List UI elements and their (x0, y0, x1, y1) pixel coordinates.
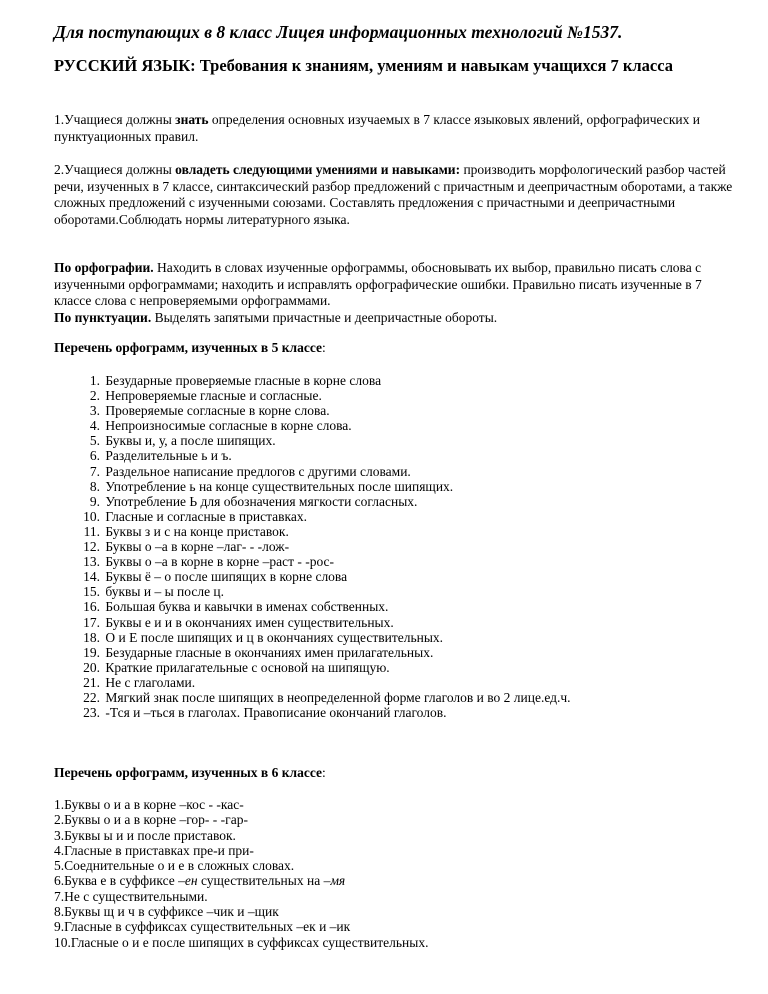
list6-item-part: существительных на (197, 873, 324, 889)
list5-item-number: 4. (89, 418, 100, 434)
list5-item-number: 14. (83, 569, 100, 585)
list5-item (54, 373, 571, 388)
list5-item-number: 7. (89, 463, 100, 479)
list5-item-number: 19. (83, 644, 100, 660)
list5-item-number: 17. (83, 614, 100, 630)
list5-item-number: 2. (89, 388, 100, 404)
list5-item-text: Употребление Ь для обозначения мягкости согласных. (102, 493, 418, 509)
list5-item-text: Употребление ь на конце существительных после шипящих. (102, 478, 454, 494)
list5-heading-text: Перечень орфограмм, изученных в 5 классе (54, 340, 322, 355)
list5-item-text: Не с глаголами. (102, 674, 196, 690)
list5-item (54, 645, 571, 660)
list5-item-number: 10. (83, 508, 100, 524)
punctuation-text: Выделять запятыми причастные и деепричастные обороты. (151, 309, 498, 325)
list5-item (54, 494, 571, 509)
list5-item (54, 388, 571, 403)
list6-item-part: –мя (323, 873, 346, 889)
list5-item-text: Буквы о –а в корне в корне –раст - -рос- (102, 554, 335, 570)
list6-heading: Перечень орфограмм, изученных в 6 классе: (54, 765, 326, 780)
list5-item (54, 584, 571, 599)
orthography-text: Находить в словах изученные орфограммы, обосновывать их выбор, правильно писать слова с изученными орфограммами; находить и исправлять орфографические ошибки. Правильно писать изученные в 7 классе слова с непроверяемыми орфограммами. (54, 260, 702, 308)
list5-item-text: буквы и – ы после ц. (102, 584, 225, 600)
list5-item (54, 705, 571, 720)
list6-item: 7.Не с существительными. (54, 888, 208, 904)
list6-item-part: –ен (178, 873, 198, 889)
list5-item-text: Краткие прилагательные с основой на шипящую. (102, 659, 390, 675)
list5-item-text: Мягкий знак после шипящих в неопределенной форме глаголов и во 2 лице.ед.ч. (102, 689, 571, 705)
list5-item-number: 13. (83, 554, 100, 570)
list6-item: 10.Гласные о и е после шипящих в суффиксах существительных. (54, 934, 429, 950)
requirement-paragraph-1 (54, 112, 734, 145)
list5-item (54, 554, 571, 569)
orthography-label: По орфографии. (54, 260, 154, 275)
list5-item-text: Буквы о –а в корне –лаг- - -лож- (102, 539, 290, 555)
list5-heading: Перечень орфограмм, изученных в 5 классе: (54, 340, 326, 355)
requirement-paragraph-2 (54, 162, 734, 228)
grade6-orthogram-list (54, 797, 428, 950)
list5-item (54, 418, 571, 433)
list5-item-number: 5. (89, 433, 100, 449)
list6-item: 3.Буквы ы и и после приставок. (54, 827, 236, 843)
list5-item-text: -Тся и –ться в глаголах. Правописание окончаний глаголов. (102, 705, 447, 721)
list5-item-number: 3. (89, 403, 100, 419)
list6-item: 9.Гласные в суффиксах существительных –ек и –ик (54, 919, 351, 935)
list5-item (54, 660, 571, 675)
list5-item (54, 524, 571, 539)
para1-bold: знать (175, 112, 209, 127)
list5-item (54, 403, 571, 418)
list5-item (54, 569, 571, 584)
list5-item (54, 433, 571, 448)
list5-item-text: Раздельное написание предлогов с другими словами. (102, 463, 411, 479)
para2-prefix: 2.Учащиеся должны (54, 162, 176, 177)
list5-item (54, 479, 571, 494)
list5-item-number: 20. (83, 659, 100, 675)
list5-item-number: 18. (83, 629, 100, 645)
list6-item: 8.Буквы щ и ч в суффиксе –чик и –щик (54, 904, 279, 920)
list6-item: 4.Гласные в приставках пре-и при- (54, 842, 254, 858)
list5-item-number: 21. (83, 674, 100, 690)
list5-item-number: 16. (83, 599, 100, 615)
orthography-punctuation-block (54, 260, 734, 326)
list5-item-number: 9. (89, 493, 100, 509)
list5-item-text: Большая буква и кавычки в именах собственных. (102, 599, 389, 615)
list5-item (54, 630, 571, 645)
list5-item-text: Буквы е и и в окончаниях имен существительных. (102, 614, 394, 630)
list5-item-text: Разделительные ь и ъ. (102, 448, 232, 464)
list5-item (54, 690, 571, 705)
list5-item-number: 8. (89, 478, 100, 494)
list5-item (54, 464, 571, 479)
list5-item-text: Буквы з и с на конце приставок. (102, 523, 289, 539)
list5-item-number: 22. (83, 689, 100, 705)
document-header: Для поступающих в 8 класс Лицея информационных технологий №1537. (54, 22, 623, 42)
list5-item (54, 509, 571, 524)
list5-item-text: Буквы и, у, а после шипящих. (102, 433, 276, 449)
list6-item (54, 873, 428, 888)
list5-item (54, 448, 571, 463)
list6-item: 2.Буквы о и а в корне –гор- - -гар- (54, 812, 248, 828)
grade5-orthogram-list (54, 373, 571, 720)
list5-item-text: Безударные гласные в окончаниях имен прилагательных. (102, 644, 434, 660)
list6-item: 1.Буквы о и а в корне –кос - -кас- (54, 797, 244, 812)
list5-item-number: 23. (83, 705, 100, 721)
punctuation-label: По пунктуации. (54, 309, 152, 325)
list6-item: 5.Соеднительные о и е в сложных словах. (54, 858, 295, 874)
para1-prefix: 1.Учащиеся должны (54, 112, 176, 127)
list5-item-number: 12. (83, 539, 100, 555)
list5-item (54, 675, 571, 690)
list5-item-text: Непроверяемые гласные и согласные. (102, 388, 322, 404)
list5-item-number: 11. (83, 523, 100, 539)
para2-bold: овладеть следующими умениями и навыками: (175, 162, 461, 177)
list5-item (54, 599, 571, 614)
list5-item-text: Гласные и согласные в приставках. (102, 508, 307, 524)
list5-item-text: Проверяемые согласные в корне слова. (102, 403, 330, 419)
list5-item-text: О и Е после шипящих и ц в окончаниях существительных. (102, 629, 444, 645)
list5-item-number: 6. (89, 448, 100, 464)
list5-item-text: Буквы ё – о после шипящих в корне слова (102, 569, 348, 585)
list5-item-text: Непроизносимые согласные в корне слова. (102, 418, 352, 434)
list6-heading-text: Перечень орфограмм, изученных в 6 классе (54, 765, 322, 780)
list5-item (54, 615, 571, 630)
list5-item-text: Безударные проверяемые гласные в корне слова (102, 373, 382, 388)
document-title: РУССКИЙ ЯЗЫК: Требования к знаниям, умениям и навыкам учащихся 7 класса (54, 56, 674, 75)
para1-text: определения основных изучаемых в 7 классе языковых явлений, орфографических и пунктуационных правил. (54, 112, 700, 144)
list5-item (54, 539, 571, 554)
para2-text: производить морфологический разбор частей речи, изученных в 7 классе, синтаксический разбор предложений с причастным и деепричастным оборотами, а также сложных предложений с изученными союзами. Составлять предложения с причастными и деепричастными оборотами.Соблюдать нормы литературного языка. (54, 162, 733, 227)
list6-item-part: 6.Буква е в суффиксе (54, 873, 179, 889)
list5-item-number: 15. (83, 584, 100, 600)
list5-item-number: 1. (89, 373, 100, 388)
